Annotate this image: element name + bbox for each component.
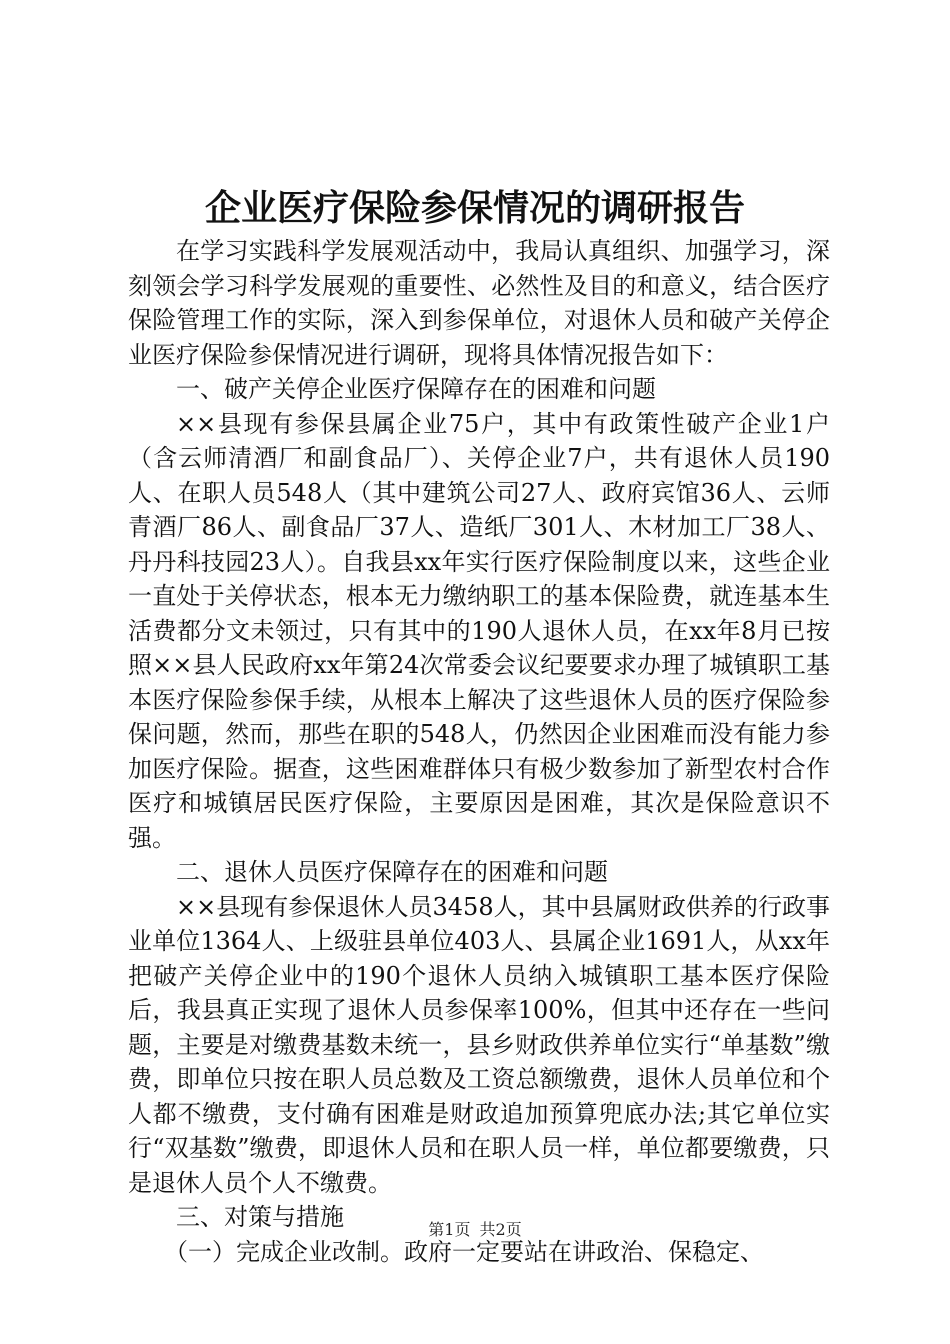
page-number: 第1页 [428, 1220, 471, 1239]
section-1-paragraph: ××县现有参保县属企业75户，其中有政策性破产企业1户（含云师清酒厂和副食品厂）、关停企业7户，共有退休人员190人、在职人员548人（其中建筑公司27人、政府宾馆36人、云师青酒厂86人、副食品厂37人、造纸厂301人、木材加工厂38人、丹丹科技园23人）。自我县xx年实行医疗保险制度以来，这些企业一直处于关停状态，根本无力缴纳职工的基本保险费，就连基本生活费都分文未领过，只有其中的190人退休人员，在xx年8月已按照××县人民政府xx年第24次常委会议纪要要求办理了城镇职工基本医疗保险参保手续，从根本上解决了这些退休人员的医疗保险参保问题，然而，那些在职的548人，仍然因企业困难而没有能力参加医疗保险。据查，这些困难群体只有极少数参加了新型农村合作医疗和城镇居民医疗保险，主要原因是困难，其次是保险意识不强。 [128, 409, 830, 852]
page-title: 企业医疗保险参保情况的调研报告 [204, 187, 745, 229]
page-footer [0, 1219, 950, 1241]
section-2-paragraph: ××县现有参保退休人员3458人，其中县属财政供养的行政事业单位1364人、上级驻县单位403人、县属企业1691人，从xx年把破产关停企业中的190个退休人员纳入城镇职工基本医疗保险后，我县真正实现了退休人员参保率100%，但其中还存在一些问题，主要是对缴费基数未统一，县乡财政供养单位实行“单基数”缴费，即单位只按在职人员总数及工资总额缴费，退休人员单位和个人都不缴费，支付确有困难是财政追加预算兜底办法;其它单位实行“双基数”缴费，即退休人员和在职人员一样，单位都要缴费，只是退休人员个人不缴费。 [128, 892, 830, 1197]
section-heading-3: 三、对策与措施 [176, 1203, 344, 1231]
page-total: 共2页 [479, 1220, 522, 1239]
section-heading-2: 二、退休人员医疗保障存在的困难和问题 [176, 858, 608, 886]
document-body [128, 234, 830, 1269]
section-heading-1: 一、破产关停企业医疗保障存在的困难和问题 [176, 375, 656, 403]
measure-1-paragraph: （一）完成企业改制。政府一定要站在讲政治、保稳定、 [164, 1237, 764, 1266]
intro-paragraph: 在学习实践科学发展观活动中，我局认真组织、加强学习，深刻领会学习科学发展观的重要性、必然性及目的和意义，结合医疗保险管理工作的实际，深入到参保单位，对退休人员和破产关停企业医疗保险参保情况进行调研，现将具体情况报告如下： [128, 237, 830, 369]
